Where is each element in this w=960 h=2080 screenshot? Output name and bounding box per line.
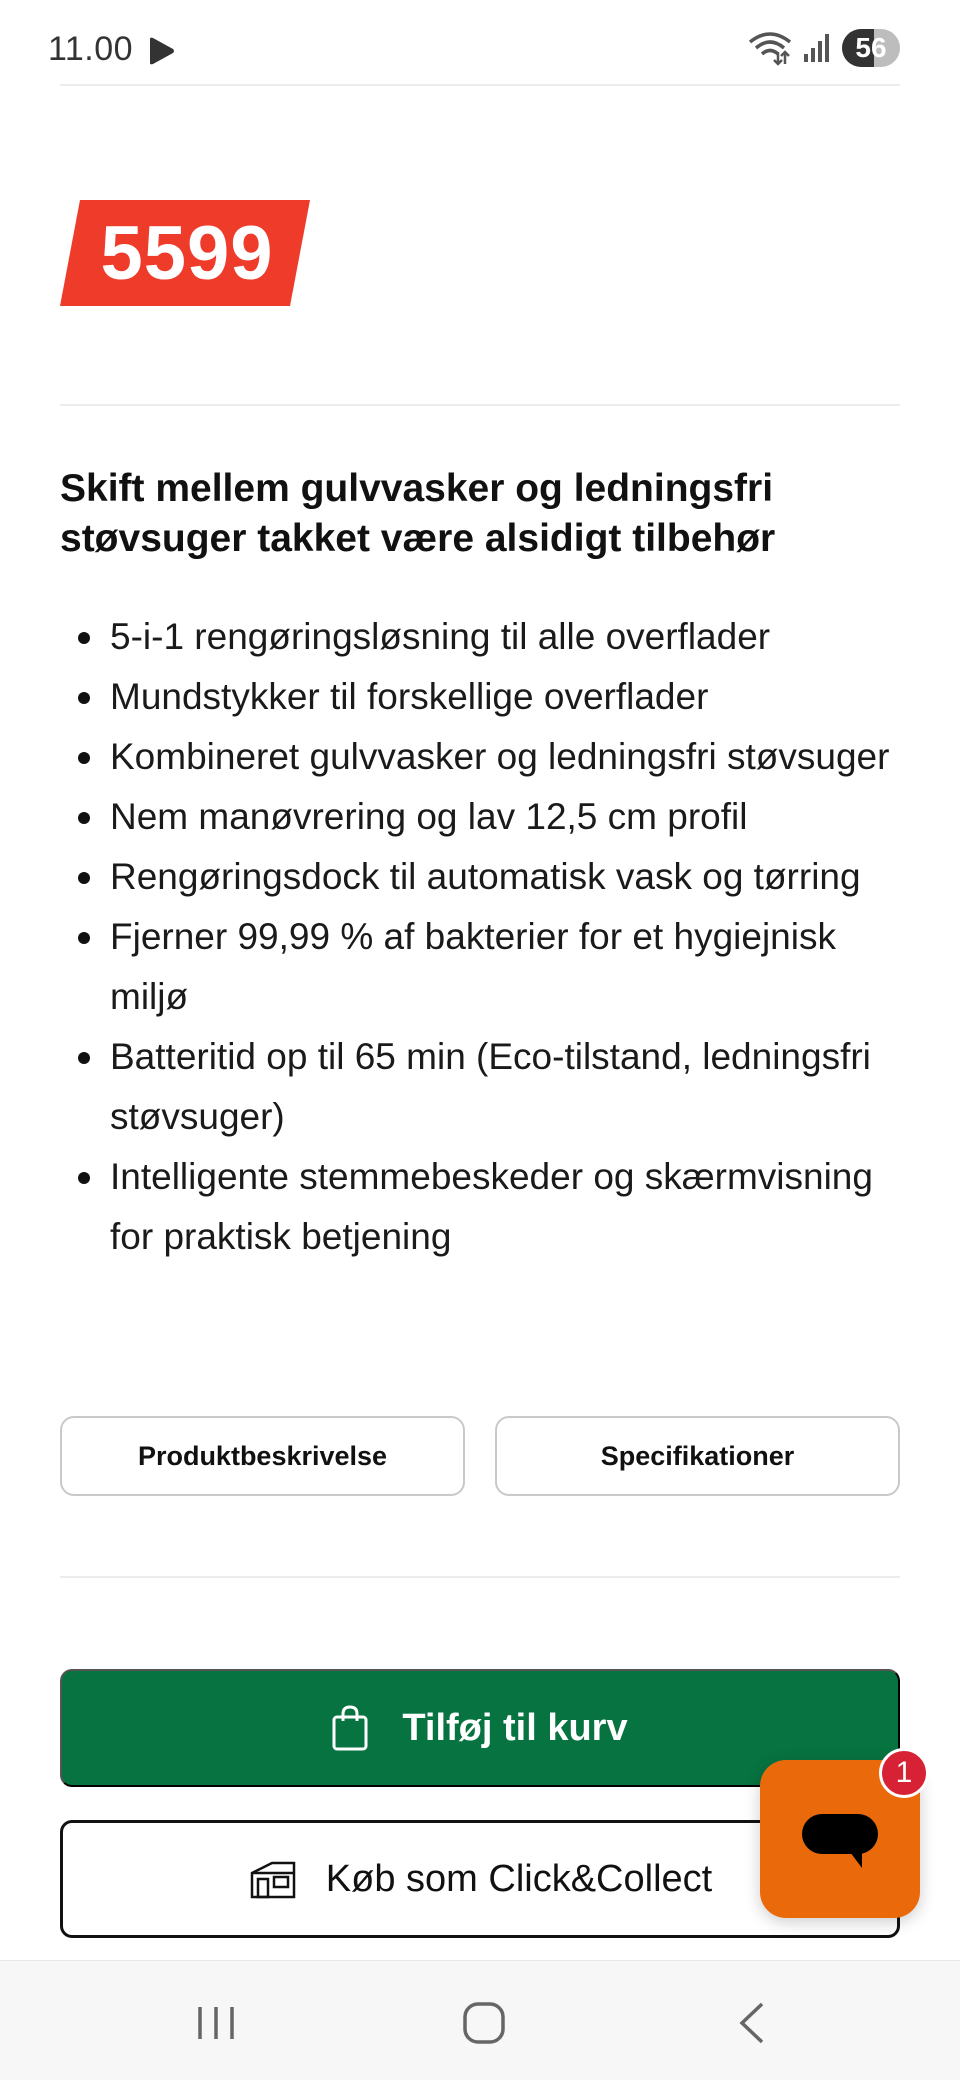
signal-icon (802, 32, 832, 64)
feature-item: 5-i-1 rengøringsløsning til alle overflader (60, 607, 910, 667)
divider (60, 404, 900, 406)
chat-notification-badge: 1 (879, 1748, 929, 1798)
chat-bubble-icon (800, 1812, 880, 1874)
divider (60, 84, 900, 86)
battery-level: 56 (855, 32, 887, 63)
recent-apps-icon[interactable] (194, 2005, 238, 2041)
add-to-cart-label: Tilføj til kurv (402, 1706, 628, 1749)
feature-item: Intelligente stemmebeskeder og skærmvisning for praktisk betjening (60, 1147, 910, 1267)
system-navigation-bar (0, 1960, 960, 2080)
play-store-icon (146, 36, 176, 66)
feature-item: Mundstykker til forskellige overflader (60, 667, 910, 727)
feature-item: Batteritid op til 65 min (Eco-tilstand, ledningsfri støvsuger) (60, 1027, 910, 1147)
price-tag (60, 200, 310, 306)
feature-item: Fjerner 99,99 % af bakterier for et hygiejnisk miljø (60, 907, 910, 1027)
status-time: 11.00 (48, 30, 134, 68)
click-and-collect-label: Køb som Click&Collect (325, 1857, 713, 1900)
product-description-button[interactable]: Produktbeskrivelse (60, 1416, 465, 1496)
price-value: 5599 (100, 210, 274, 296)
store-icon (248, 1859, 298, 1899)
wifi-icon (748, 30, 792, 66)
specifications-button[interactable]: Specifikationer (495, 1416, 900, 1496)
home-icon[interactable] (462, 2001, 506, 2045)
product-headline: Skift mellem gulvvasker og ledningsfri støvsuger takket være alsidigt tilbehør (60, 467, 776, 560)
shopping-bag-icon (332, 1705, 368, 1751)
back-icon[interactable] (736, 2001, 768, 2045)
feature-item: Rengøringsdock til automatisk vask og tørring (60, 847, 910, 907)
divider (60, 1576, 900, 1578)
feature-list (60, 607, 910, 1267)
feature-item: Kombineret gulvvasker og ledningsfri støvsuger (60, 727, 910, 787)
status-bar (0, 0, 960, 84)
status-indicators (748, 28, 900, 68)
feature-item: Nem manøvrering og lav 12,5 cm profil (60, 787, 910, 847)
battery-indicator (842, 29, 900, 67)
